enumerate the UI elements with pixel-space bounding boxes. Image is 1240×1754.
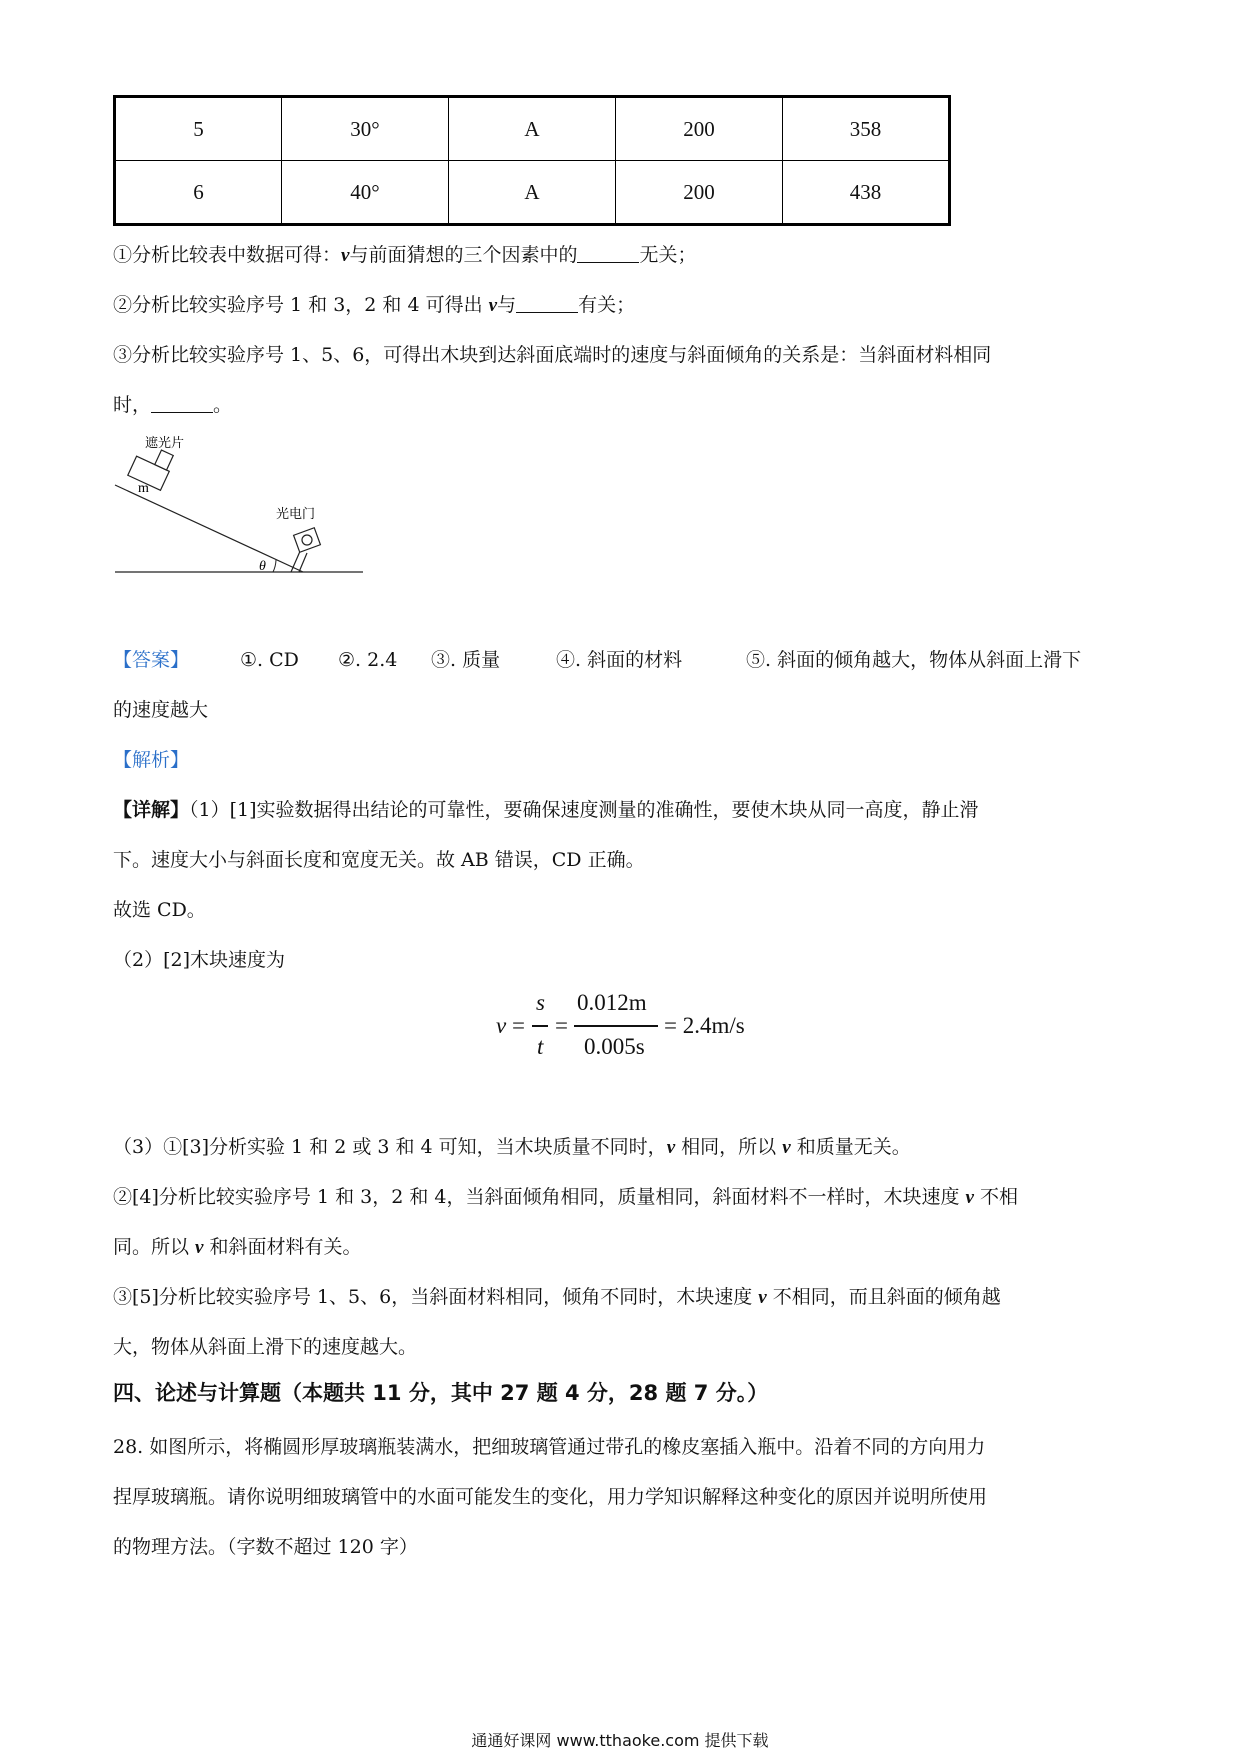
formula-s: s bbox=[536, 990, 545, 1015]
question-1: ①分析比较表中数据可得：v与前面猜想的三个因素中的 无关； bbox=[113, 244, 697, 266]
answer-5-continued: 的速度越大 bbox=[113, 699, 209, 721]
table-cell: 200 bbox=[616, 97, 783, 161]
experiment-table bbox=[113, 95, 951, 226]
table-cell: 30° bbox=[282, 97, 449, 161]
table-row bbox=[115, 161, 950, 225]
page-footer: 通通好课网 www.tthaoke.com 提供下载 bbox=[471, 1731, 769, 1750]
formula-eq: = bbox=[512, 1013, 525, 1038]
table-cell: 5 bbox=[115, 97, 282, 161]
question-28-line2: 捏厚玻璃瓶。请你说明细玻璃管中的水面可能发生的变化，用力学知识解释这种变化的原因并说明所使用 bbox=[113, 1486, 988, 1508]
velocity-formula bbox=[493, 990, 753, 1070]
table-row bbox=[115, 97, 950, 161]
answer-blank bbox=[516, 294, 578, 313]
table-cell: 40° bbox=[282, 161, 449, 225]
detail-line-8: ③[5]分析比较实验序号 1、5、6，当斜面材料相同，倾角不同时，木块速度 v 不相同，而且斜面的倾角越 bbox=[113, 1286, 1001, 1308]
detail-line-9: 大，物体从斜面上滑下的速度越大。 bbox=[113, 1336, 418, 1358]
answer-row bbox=[113, 645, 1133, 675]
detail-line-6: ②[4]分析比较实验序号 1 和 3，2 和 4，当斜面倾角相同，质量相同，斜面材料不一样时，木块速度 v 不相 bbox=[113, 1186, 1018, 1208]
table-cell: 6 bbox=[115, 161, 282, 225]
detail-line-5: （3）①[3]分析实验 1 和 2 或 3 和 4 可知，当木块质量不同时，v 相同，所以 v 和质量无关。 bbox=[113, 1136, 911, 1158]
angle-label: θ bbox=[259, 559, 266, 574]
formula-t: t bbox=[537, 1034, 544, 1059]
table-cell: 200 bbox=[616, 161, 783, 225]
answer-3: ③. 质量 bbox=[431, 649, 501, 671]
angle-arc bbox=[273, 560, 276, 572]
detail-line-4: （2）[2]木块速度为 bbox=[113, 949, 286, 971]
incline-line bbox=[115, 485, 303, 572]
answer-blank bbox=[577, 244, 639, 263]
formula-v: v bbox=[496, 1013, 507, 1038]
table-cell: 358 bbox=[783, 97, 950, 161]
formula-numerator: 0.012m bbox=[577, 990, 647, 1015]
detail-line-3: 故选 CD。 bbox=[113, 899, 206, 921]
answer-4: ④. 斜面的材料 bbox=[556, 649, 683, 671]
answer-blank bbox=[151, 394, 213, 413]
formula-denominator: 0.005s bbox=[584, 1034, 645, 1059]
detail-line-1: 【详解】（1）[1]实验数据得出结论的可靠性，要确保速度测量的准确性，要使木块从同一高度，静止滑 bbox=[113, 799, 979, 821]
question-28-line1: 28. 如图所示，将椭圆形厚玻璃瓶装满水，把细玻璃管通过带孔的橡皮塞插入瓶中。沿着不同的方向用力 bbox=[113, 1436, 986, 1458]
question-3-line1: ③分析比较实验序号 1、5、6，可得出木块到达斜面底端时的速度与斜面倾角的关系是：当斜面材料相同 bbox=[113, 344, 992, 366]
answer-tag: 【答案】 bbox=[113, 649, 190, 671]
mass-label: m bbox=[138, 481, 149, 496]
photogate-label: 光电门 bbox=[276, 507, 316, 522]
table-cell: A bbox=[449, 97, 616, 161]
answer-2: ②. 2.4 bbox=[338, 649, 398, 671]
question-3-line2: 时， 。 bbox=[113, 394, 233, 416]
formula-eq: = bbox=[555, 1013, 568, 1038]
incline-diagram bbox=[113, 425, 373, 585]
detail-line-7: 同。所以 v 和斜面材料有关。 bbox=[113, 1236, 362, 1258]
question-2: ②分析比较实验序号 1 和 3，2 和 4 可得出 v与 有关； bbox=[113, 294, 636, 316]
fraction-bar bbox=[532, 1025, 548, 1027]
table-cell: 438 bbox=[783, 161, 950, 225]
analysis-tag: 【解析】 bbox=[113, 749, 190, 771]
table-cell: A bbox=[449, 161, 616, 225]
section-title: 四、论述与计算题（本题共 11 分，其中 27 题 4 分，28 题 7 分。） bbox=[113, 1381, 769, 1405]
question-28-line3: 的物理方法。（字数不超过 120 字） bbox=[113, 1536, 418, 1558]
detail-line-2: 下。速度大小与斜面长度和宽度无关。故 AB 错误，CD 正确。 bbox=[113, 849, 645, 871]
formula-result: = 2.4m/s bbox=[664, 1013, 745, 1038]
detail-tag: 【详解】 bbox=[113, 799, 190, 821]
photogate bbox=[291, 528, 320, 572]
shutter-label: 遮光片 bbox=[145, 436, 185, 451]
fraction-bar bbox=[574, 1025, 658, 1027]
answer-1: ①. CD bbox=[240, 649, 299, 671]
answer-5: ⑤. 斜面的倾角越大，物体从斜面上滑下 bbox=[746, 649, 1082, 671]
